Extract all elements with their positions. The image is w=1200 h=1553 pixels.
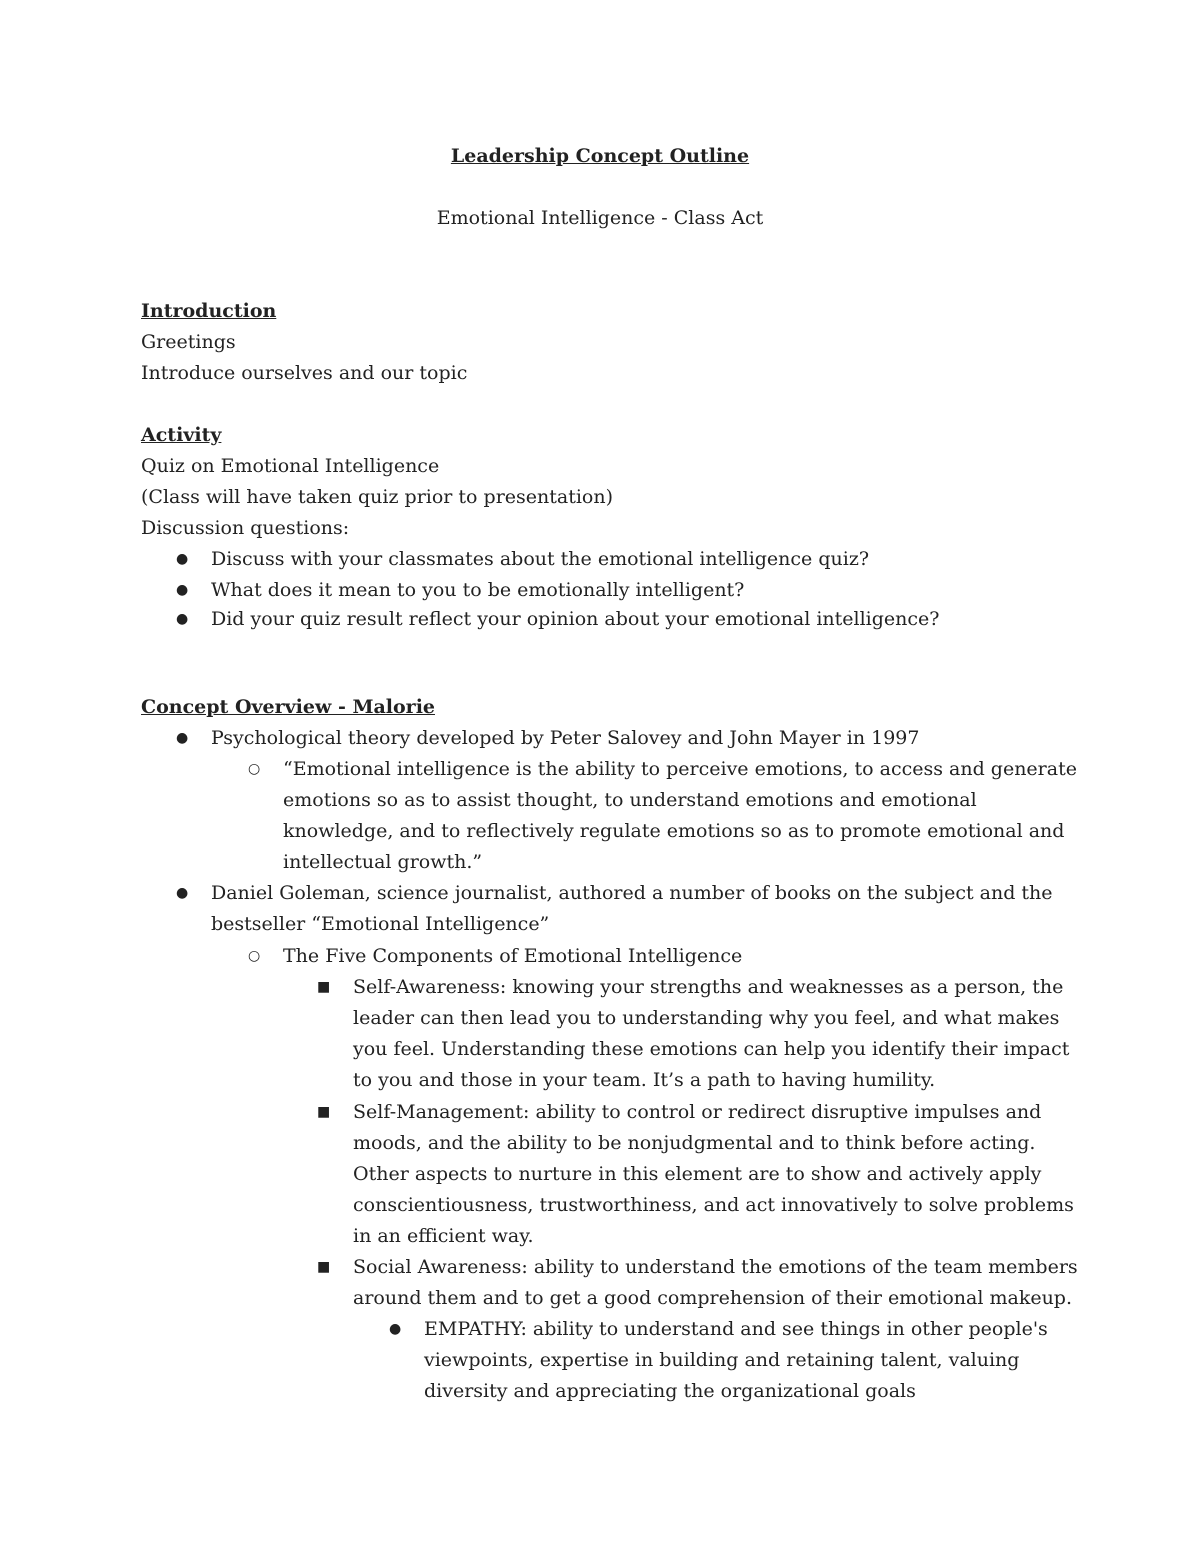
- overview-bullet: bestseller “Emotional Intelligence”: [211, 913, 550, 935]
- bullet-square-icon: ■: [317, 1104, 331, 1120]
- activity-heading: Activity: [141, 424, 222, 446]
- self-awareness-line: you feel. Understanding these emotions can help you identify their impact: [353, 1038, 1070, 1060]
- bullet-dot-icon: ●: [389, 1321, 402, 1337]
- intro-line: Introduce ourselves and our topic: [141, 362, 468, 384]
- quote-line: “Emotional intelligence is the ability to perceive emotions, to access and generate: [283, 758, 1077, 780]
- quote-line: emotions so as to assist thought, to understand emotions and emotional: [283, 789, 977, 811]
- bullet-dot-icon: ●: [176, 551, 189, 567]
- self-management-line: moods, and the ability to be nonjudgmental and to think before acting.: [353, 1132, 1036, 1154]
- bullet-square-icon: ■: [317, 979, 331, 995]
- activity-line: (Class will have taken quiz prior to presentation): [141, 486, 614, 508]
- components-heading: The Five Components of Emotional Intelligence: [283, 945, 743, 967]
- bullet-dot-icon: ●: [176, 730, 189, 746]
- intro-heading: Introduction: [141, 300, 277, 322]
- social-awareness-line: around them and to get a good comprehension of their emotional makeup.: [353, 1287, 1073, 1309]
- overview-bullet: Daniel Goleman, science journalist, authored a number of books on the subject and the: [211, 882, 1053, 904]
- self-awareness-line: leader can then lead you to understanding why you feel, and what makes: [353, 1007, 1060, 1029]
- bullet-dot-icon: ●: [176, 611, 189, 627]
- self-awareness-line: to you and those in your team. It’s a path to having humility.: [353, 1069, 936, 1091]
- bullet-dot-icon: ●: [176, 885, 189, 901]
- empathy-line: EMPATHY: ability to understand and see things in other people's: [424, 1318, 1048, 1340]
- intro-line: Greetings: [141, 331, 236, 353]
- quote-line: knowledge, and to reflectively regulate emotions so as to promote emotional and: [283, 820, 1065, 842]
- question-item: Discuss with your classmates about the emotional intelligence quiz?: [211, 548, 870, 570]
- self-awareness-line: Self-Awareness: knowing your strengths and weaknesses as a person, the: [353, 976, 1064, 998]
- overview-bullet: Psychological theory developed by Peter Salovey and John Mayer in 1997: [211, 727, 920, 749]
- question-item: Did your quiz result reflect your opinion about your emotional intelligence?: [211, 608, 940, 630]
- activity-line: Discussion questions:: [141, 517, 350, 539]
- self-management-line: in an efficient way.: [353, 1225, 534, 1247]
- self-management-line: Other aspects to nurture in this element are to show and actively apply: [353, 1163, 1042, 1185]
- question-item: What does it mean to you to be emotionally intelligent?: [211, 579, 745, 601]
- social-awareness-line: Social Awareness: ability to understand the emotions of the team members: [353, 1256, 1078, 1278]
- self-management-line: Self-Management: ability to control or redirect disruptive impulses and: [353, 1101, 1042, 1123]
- page-title: Leadership Concept Outline: [450, 145, 750, 167]
- bullet-circle-icon: ○: [248, 761, 261, 777]
- empathy-line: viewpoints, expertise in building and retaining talent, valuing: [424, 1349, 1020, 1371]
- self-management-line: conscientiousness, trustworthiness, and act innovatively to solve problems: [353, 1194, 1074, 1216]
- bullet-dot-icon: ●: [176, 582, 189, 598]
- page-subtitle: Emotional Intelligence - Class Act: [436, 207, 764, 229]
- bullet-circle-icon: ○: [248, 948, 261, 964]
- overview-heading: Concept Overview - Malorie: [141, 696, 435, 718]
- quote-line: intellectual growth.”: [283, 851, 483, 873]
- activity-line: Quiz on Emotional Intelligence: [141, 455, 440, 477]
- bullet-square-icon: ■: [317, 1259, 331, 1275]
- empathy-line: diversity and appreciating the organizational goals: [424, 1380, 916, 1402]
